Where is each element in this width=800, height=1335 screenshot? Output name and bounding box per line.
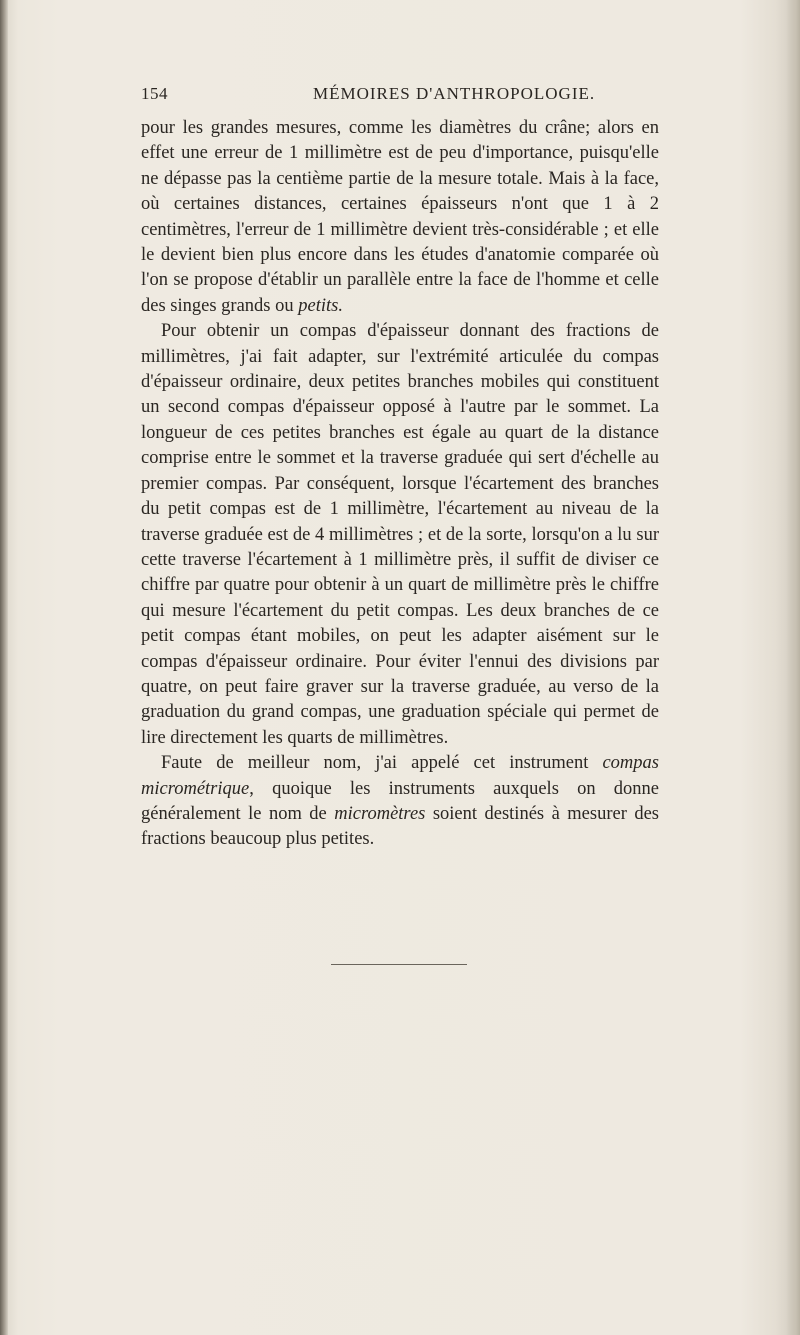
paragraph-3-text-c: soient destinés à mesurer des fractions beaucoup plus petites. bbox=[141, 803, 659, 850]
paragraph-2-text: Pour obtenir un compas d'épaisseur donnant des fractions de millimètres, j'ai fait adapter, sur l'extrémité articulée du compas d'épaisseur ordinaire, deux petites branches mobiles qui constituent un second compas d'épaisseur opposé à l'autre par le sommet. La longueur de ces petites branches est égale au quart de la distance comprise entre le sommet et la traverse graduée qui sert d'échelle au premier compas. Par conséquent, lorsque l'écartement des branches du petit compas est de 1 millimètre, l'écartement au niveau de la traverse graduée est de 4 millimètres ; et de la sorte, lorsqu'on a lu sur cette traverse l'écartement à 1 millimètre près, il suffit de diviser ce chiffre par quatre pour obtenir à un quart de millimètre près le chiffre qui mesure l'écartement du petit compas. Les deux branches de ce petit compas étant mobiles, on peut les adapter aisément sur le compas d'épaisseur ordinaire. Pour éviter l'ennui des divisions par quatre, on peut faire graver sur la traverse graduée, au verso de la graduation du grand compas, une graduation spéciale qui permet de lire directement les quarts de millimètres. bbox=[141, 321, 659, 748]
body-text bbox=[141, 116, 659, 853]
paragraph-3-italic-compas: compas micrométrique bbox=[141, 753, 659, 799]
paragraph-2 bbox=[141, 319, 659, 751]
running-head bbox=[141, 84, 661, 108]
paragraph-3-text-b: , quoique les instruments auxquels on donne généralement le nom de bbox=[141, 778, 659, 824]
paragraph-1-text: pour les grandes mesures, comme les diamètres du crâne; alors en effet une erreur de 1 millimètre est de peu d'importance, puisqu'elle ne dépasse pas la centième partie de la mesure totale. Mais à la face, où certaines distances, certaines épaisseurs n'ont que 1 à 2 centimètres, l'erreur de 1 millimètre devient très-considérable ; et elle le devient bien plus encore dans les études d'anatomie comparée où l'on se propose d'établir un parallèle entre la face de l'homme et celle des singes grands ou bbox=[141, 118, 659, 316]
binding-shadow bbox=[0, 0, 8, 1335]
paragraph-1 bbox=[141, 116, 659, 319]
page-edge-shadow bbox=[786, 0, 800, 1335]
page-number: 154 bbox=[141, 84, 168, 103]
paragraph-3-italic-micrometres: micromètres bbox=[334, 803, 426, 824]
end-rule bbox=[331, 964, 467, 965]
paragraph-3-text-a: Faute de meilleur nom, j'ai appelé cet instrument bbox=[161, 753, 603, 774]
running-title: MÉMOIRES D'ANTHROPOLOGIE. bbox=[313, 84, 596, 103]
paragraph-1-italic-petits: petits. bbox=[298, 295, 343, 316]
paragraph-3 bbox=[141, 751, 659, 853]
